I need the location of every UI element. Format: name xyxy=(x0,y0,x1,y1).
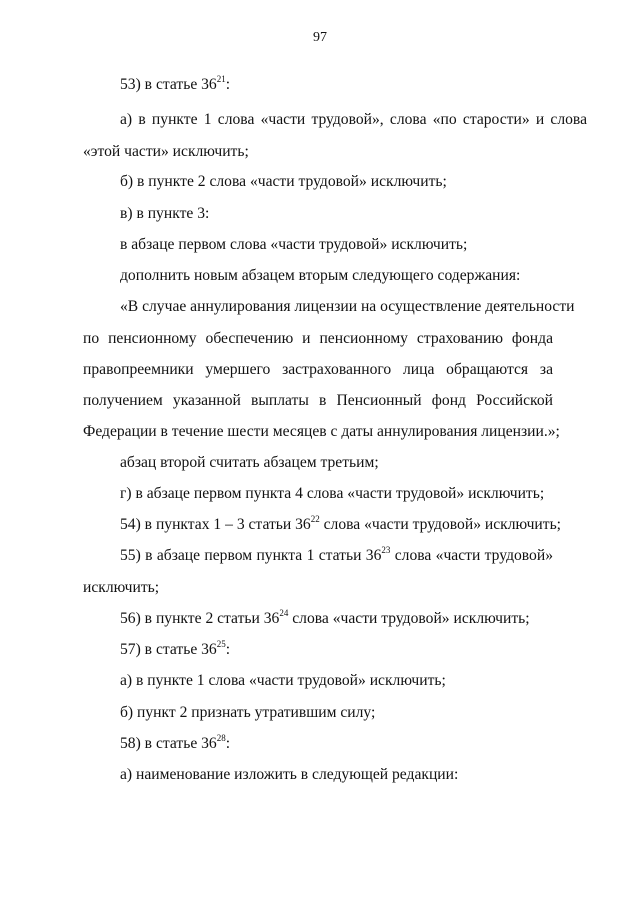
text-line-53v: в) в пункте 3: xyxy=(120,205,210,222)
text-line-53a-cont: «этой части» исключить; xyxy=(83,143,249,160)
text-line-57b: б) пункт 2 признать утратившим силу; xyxy=(120,704,376,721)
text-line-art57: 57) в статье $36^{25}$: xyxy=(120,639,231,658)
text-line-quote-1: «В случае аннулирования лицензии на осуществление деятельности xyxy=(120,298,575,315)
page-number: 97 xyxy=(313,30,327,45)
text-line-53b: б) в пункте 2 слова «части трудовой» исключить; xyxy=(120,173,447,190)
text-line-53a: а) в пункте 1 слова «части трудовой», слова «по старости» и слова xyxy=(120,111,587,128)
text-line-art55-cont: исключить; xyxy=(83,579,160,596)
text-line-quote-2: по пенсионному обеспечению и пенсионному страхованию фонда xyxy=(83,330,553,347)
text-line-quote-5: Федерации в течение шести месяцев с даты аннулирования лицензии.»; xyxy=(83,423,560,440)
text-line-art58: 58) в статье $36^{28}$: xyxy=(120,733,231,752)
text-line-53v-3: абзац второй считать абзацем третьим; xyxy=(120,454,379,471)
text-line-quote-4: получением указанной выплаты в Пенсионный фонд Российской xyxy=(83,392,553,409)
text-line-53v-1: в абзаце первом слова «части трудовой» исключить; xyxy=(120,236,468,253)
text-line-53g: г) в абзаце первом пункта 4 слова «части трудовой» исключить; xyxy=(120,485,545,502)
text-line-53v-2: дополнить новым абзацем вторым следующего содержания: xyxy=(120,267,521,284)
text-line-57a: а) в пункте 1 слова «части трудовой» исключить; xyxy=(120,672,446,689)
text-line-58a: а) наименование изложить в следующей редакции: xyxy=(120,766,459,783)
text-line-art55: 55) в абзаце первом пункта 1 статьи $36^{23}$ слова «части трудовой» xyxy=(120,545,553,564)
text-line-art53: 53) в статье $36^{21}$: xyxy=(120,74,231,93)
text-line-art56: 56) в пункте 2 статьи $36^{24}$ слова «части трудовой» исключить; xyxy=(120,608,530,627)
text-line-art54: 54) в пунктах 1 – 3 статьи $36^{22}$ слова «части трудовой» исключить; xyxy=(120,514,562,533)
text-line-quote-3: правопреемники умершего застрахованного лица обращаются за xyxy=(83,361,553,378)
